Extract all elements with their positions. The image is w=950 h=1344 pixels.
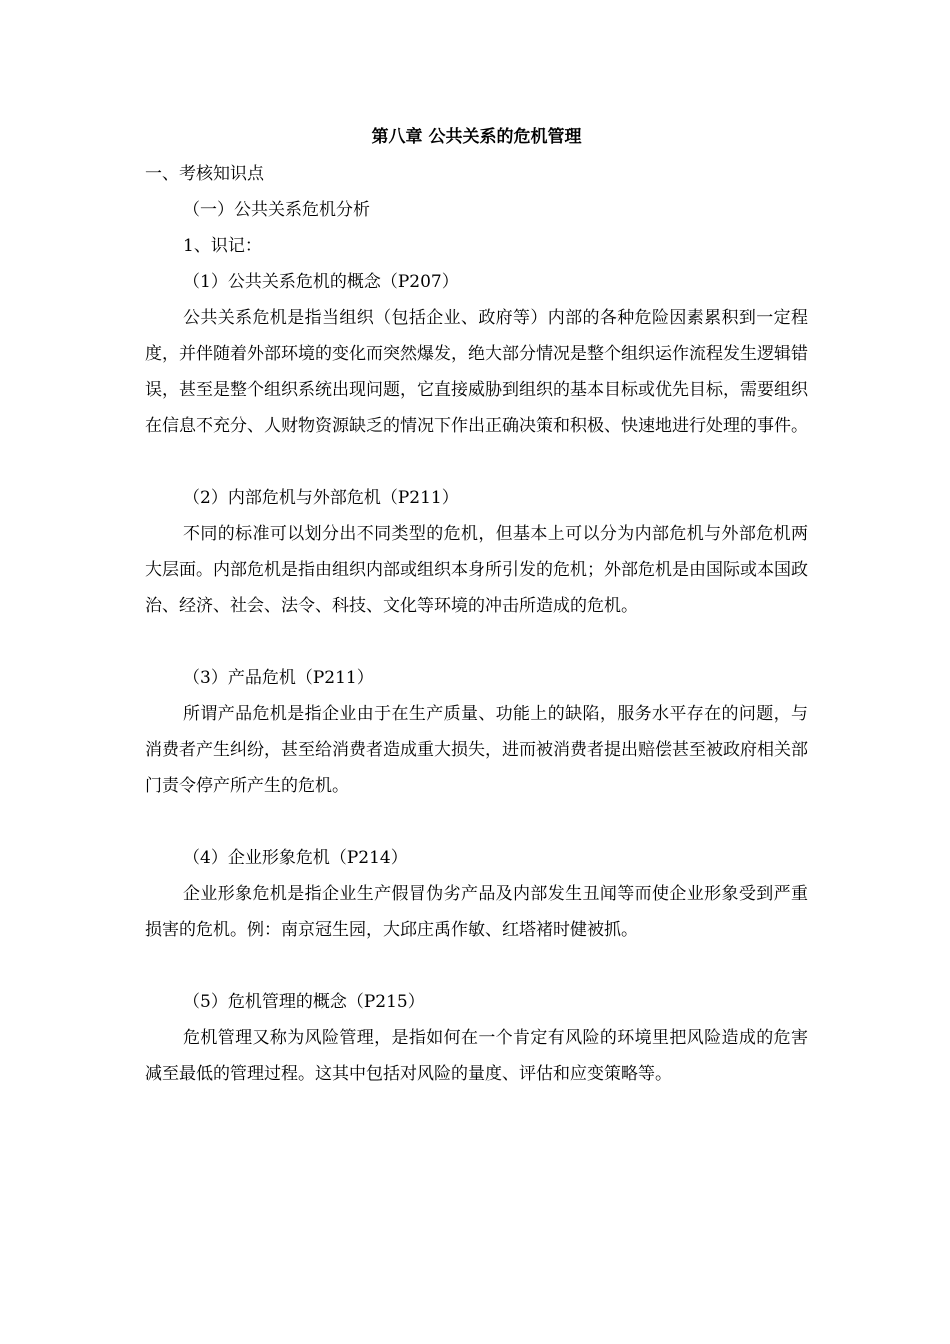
topic-body: 不同的标准可以划分出不同类型的危机，但基本上可以分为内部危机与外部危机两大层面。内部危机是指由组织内部或组织本身所引发的危机；外部危机是由国际或本国政治、经济、社会、法令、科技、文化等环境的冲击所造成的危机。	[145, 524, 808, 616]
subsection-heading: （一）公共关系危机分析	[183, 200, 370, 220]
topic-heading: （4）企业形象危机（P214）	[183, 848, 408, 868]
document-page	[145, 120, 808, 1092]
topic-heading: （2）内部危机与外部危机（P211）	[183, 488, 459, 508]
paragraph-gap	[145, 804, 808, 840]
item-heading: 1、识记：	[183, 236, 262, 256]
chapter-title: 第八章 公共关系的危机管理	[371, 127, 582, 147]
section-heading: 一、考核知识点	[145, 164, 264, 184]
topic-body: 公共关系危机是指当组织（包括企业、政府等）内部的各种危险因素累积到一定程度，并伴随着外部环境的变化而突然爆发，绝大部分情况是整个组织运作流程发生逻辑错误，甚至是整个组织系统出现问题，它直接威胁到组织的基本目标或优先目标，需要组织在信息不充分、人财物资源缺乏的情况下作出正确决策和积极、快速地进行处理的事件。	[145, 308, 808, 436]
topic-heading: （3）产品危机（P211）	[183, 668, 374, 688]
topic-body: 危机管理又称为风险管理，是指如何在一个肯定有风险的环境里把风险造成的危害减至最低的管理过程。这其中包括对风险的量度、评估和应变策略等。	[145, 1028, 808, 1084]
paragraph-gap	[145, 948, 808, 984]
topic-body: 企业形象危机是指企业生产假冒伪劣产品及内部发生丑闻等而使企业形象受到严重损害的危机。例：南京冠生园，大邱庄禹作敏、红塔褚时健被抓。	[145, 884, 808, 940]
topic-body: 所谓产品危机是指企业由于在生产质量、功能上的缺陷，服务水平存在的问题，与消费者产生纠纷，甚至给消费者造成重大损失，进而被消费者提出赔偿甚至被政府相关部门责令停产所产生的危机。	[145, 704, 808, 796]
paragraph-gap	[145, 444, 808, 480]
topic-heading: （5）危机管理的概念（P215）	[183, 992, 425, 1012]
paragraph-gap	[145, 624, 808, 660]
topic-heading: （1）公共关系危机的概念（P207）	[183, 272, 459, 292]
